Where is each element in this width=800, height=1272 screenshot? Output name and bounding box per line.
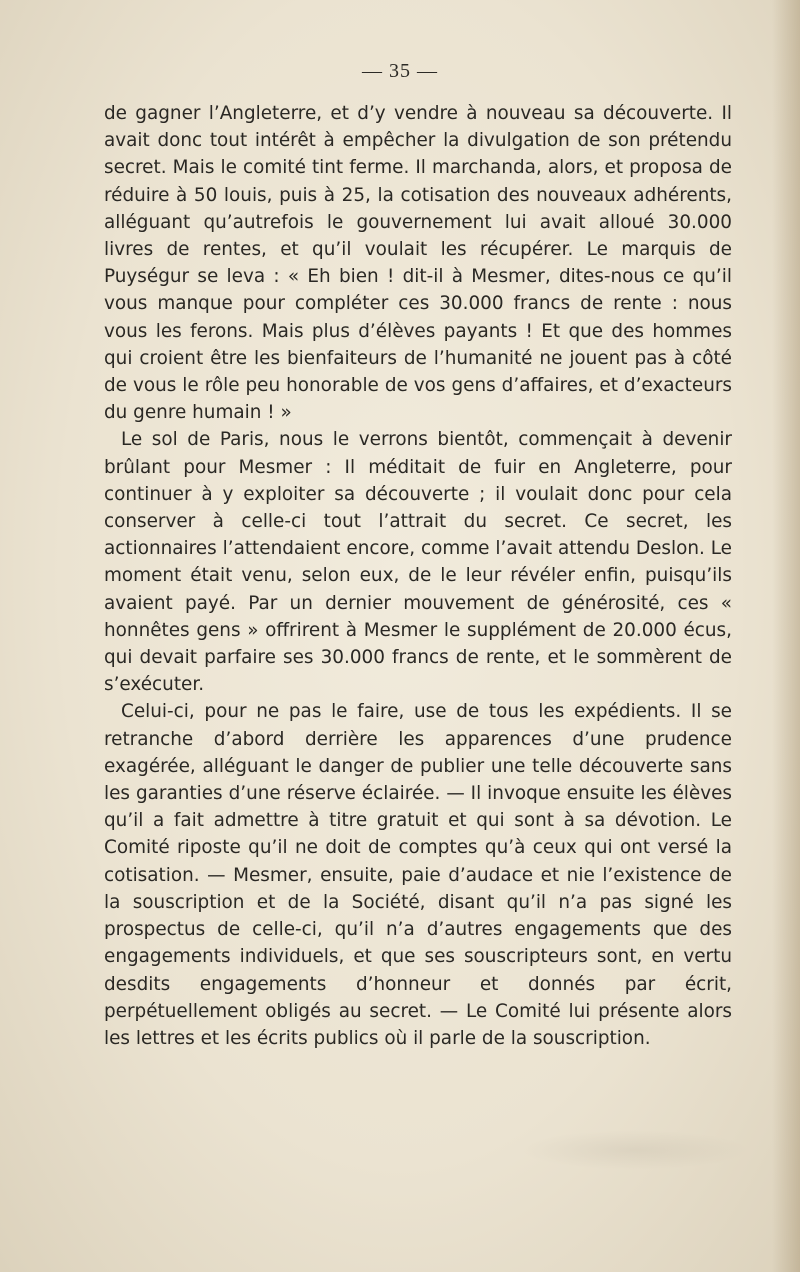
paragraph-1: de gagner l’Angleterre, et d’y vendre à nouveau sa découverte. Il avait donc tout intérêt à empêcher la divulgation de son prétendu secret. Mais le comité tint ferme. Il marchanda, alors, et proposa de réduire à 50 louis, puis à 25, la cotisation des nouveaux adhérents, alléguant qu’autrefois le gouvernement lui avait alloué 30.000 livres de rentes, et qu’il voulait les récupérer. Le marquis de Puységur se leva : « Eh bien ! dit-il à Mesmer, dites-nous ce qu’il vous manque pour compléter ces 30.000 francs de rente : nous vous les ferons. Mais plus d’élèves payants ! Et que des hommes qui croient être les bienfaiteurs de l’humanité ne jouent pas à côté de vous le rôle peu honorable de vos gens d’affaires, et d’exacteurs du genre humain ! »	[104, 103, 732, 424]
bleed-through-smudge	[520, 1130, 750, 1170]
page-number: — 35 —	[362, 60, 438, 82]
paragraph-2: Le sol de Paris, nous le verrons bientôt, commençait à devenir brûlant pour Mesmer : Il méditait de fuir en Angleterre, pour continuer à y exploiter sa découverte ; il voulait donc pour cela conserver à celle-ci tout l’attrait du secret. Ce secret, les actionnaires l’attendaient encore, comme l’avait attendu Deslon. Le moment était venu, selon eux, de le leur révéler enfin, puisqu’ils avaient payé. Par un dernier mouvement de générosité, ces « honnêtes gens » offrirent à Mesmer le supplément de 20.000 écus, qui devait parfaire ses 30.000 francs de rente, et le sommèrent de s’exécuter.	[104, 429, 732, 696]
paragraph-3: Celui-ci, pour ne pas le faire, use de tous les expédients. Il se retranche d’abord derrière les apparences d’une prudence exagérée, alléguant le danger de publier une telle découverte sans les garanties d’une réserve éclairée. — Il invoque ensuite les élèves qu’il a fait admettre à titre gratuit et qui sont à sa dévotion. Le Comité riposte qu’il ne doit de comptes qu’à ceux qui ont versé la cotisation. — Mesmer, ensuite, paie d’audace et nie l’existence de la souscription et de la Société, disant qu’il n’a pas signé les prospectus de celle-ci, qu’il n’a d’autres engagements que des engagements individuels, et que ses souscripteurs sont, en vertu desdits engagements d’honneur et donnés par écrit, perpétuellement obligés au secret. — Le Comité lui présente alors les lettres et les écrits publics où il parle de la souscription.	[104, 701, 732, 1049]
body-text	[104, 100, 732, 1052]
page-edge-shadow	[772, 0, 800, 1272]
